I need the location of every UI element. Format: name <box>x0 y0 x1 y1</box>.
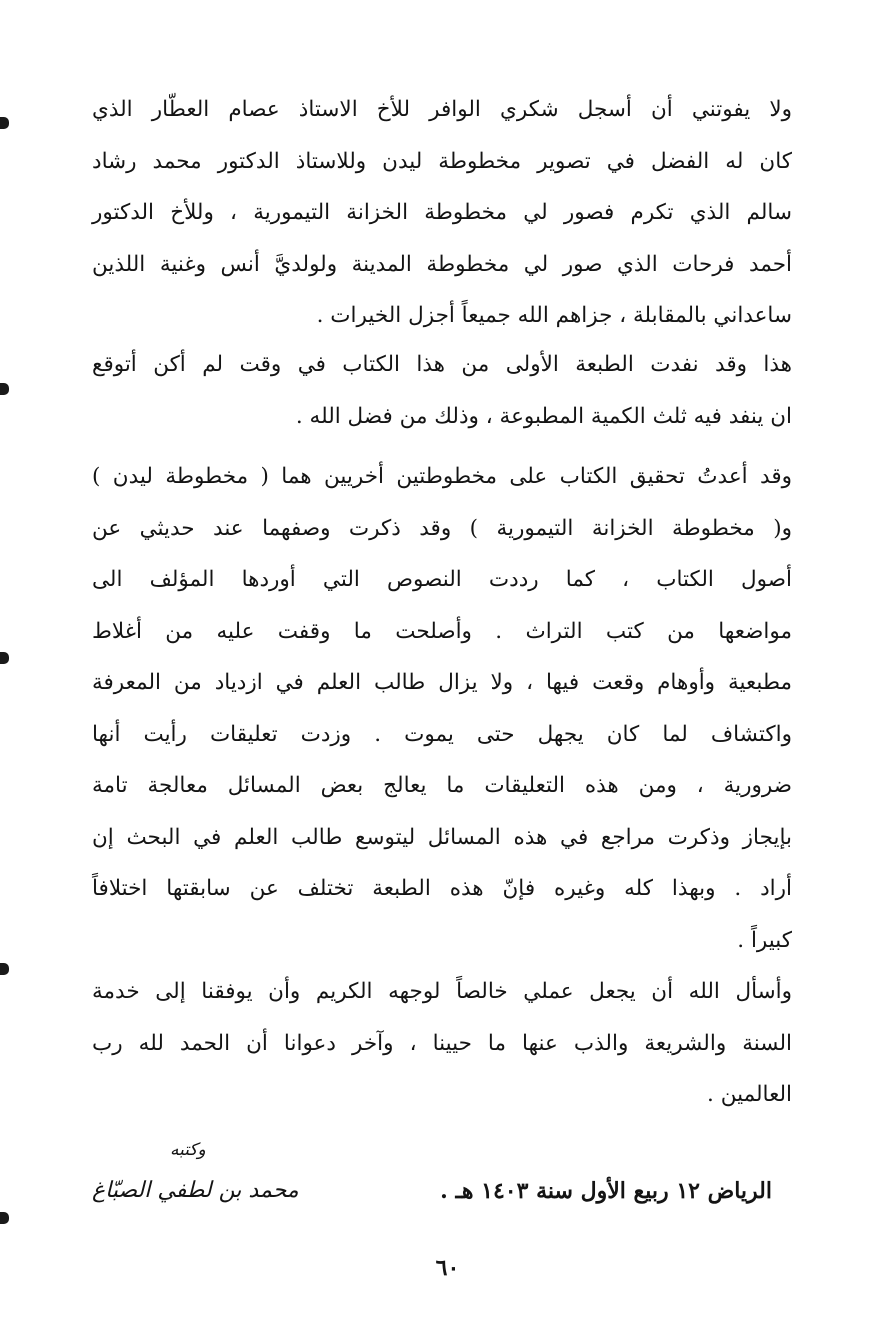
text-line: هذا وقد نفدت الطبعة الأولى من هذا الكتاب في وقت لم أكن أتوقع <box>92 352 792 377</box>
text-line: أراد . وبهذا كله وغيره فإنّ هذه الطبعة تختلف عن سابقتها اختلافاً <box>92 876 792 901</box>
text-line: و( مخطوطة الخزانة التيمورية ) وقد ذكرت وصفهما عند حديثي عن <box>92 515 792 541</box>
edge-mark <box>0 383 9 395</box>
text-line: وقد أعدتُ تحقيق الكتاب على مخطوطتين أخريين هما ( مخطوطة ليدن ) <box>92 464 792 489</box>
edge-mark <box>0 1212 9 1224</box>
text-line: كبيراً . <box>737 927 792 953</box>
author-signature: محمد بن لطفي الصبّاغ <box>92 1178 299 1203</box>
text-line: ولا يفوتني أن أسجل شكري الوافر للأخ الاستاذ عصام العطّار الذي <box>92 97 793 122</box>
text-line: مطبعية وأوهام وقعت فيها ، ولا يزال طالب العلم في ازدياد من المعرفة <box>92 670 792 695</box>
edge-mark <box>0 117 9 129</box>
text-line: أحمد فرحات الذي صور لي مخطوطة المدينة ولولديَّ أنس وغنية اللذين <box>92 251 792 277</box>
edge-mark <box>0 963 9 975</box>
page-number: ٦٠ <box>435 1255 460 1281</box>
text-line: ان ينفد فيه ثلث الكمية المطبوعة ، وذلك من فضل الله . <box>295 403 792 429</box>
text-line: وأسأل الله أن يجعل عملي خالصاً لوجهه الكريم وأن يوفقنا إلى خدمة <box>92 979 792 1004</box>
paragraph-1 <box>92 84 792 342</box>
text-line: ضرورية ، ومن هذه التعليقات ما يعالج بعض المسائل معالجة تامة <box>92 773 792 798</box>
written-by-label: وكتبه <box>170 1140 206 1160</box>
text-line: أصول الكتاب ، كما رددت النصوص التي أوردها المؤلف الى <box>92 567 792 592</box>
text-line: واكتشاف لما كان يجهل حتى يموت . وزدت تعليقات رأيت أنها <box>92 721 792 747</box>
text-line: مواضعها من كتب التراث . وأصلحت ما وقفت عليه من أغلاط <box>92 618 792 644</box>
text-line: سالم الذي تكرم فصور لي مخطوطة الخزانة التيمورية ، وللأخ الدكتور <box>92 200 792 225</box>
text-line: السنة والشريعة والذب عنها ما حيينا ، وآخر دعوانا أن الحمد لله رب <box>92 1030 792 1056</box>
text-line: بإيجاز وذكرت مراجع في هذه المسائل ليتوسع طالب العلم في البحث إن <box>92 824 792 850</box>
text-line: العالمين . <box>707 1082 792 1107</box>
text-line: ساعداني بالمقابلة ، جزاهم الله جميعاً أجزل الخيرات . <box>316 303 792 328</box>
paragraph-3 <box>92 451 792 966</box>
text-line: كان له الفضل في تصوير مخطوطة ليدن وللاستاذ الدكتور محمد رشاد <box>92 148 792 174</box>
edge-mark <box>0 652 9 664</box>
place-date: الرياض ١٢ ربيع الأول سنة ١٤٠٣ هـ . <box>440 1178 772 1204</box>
paragraph-2 <box>92 339 792 442</box>
paragraph-4 <box>92 966 792 1121</box>
